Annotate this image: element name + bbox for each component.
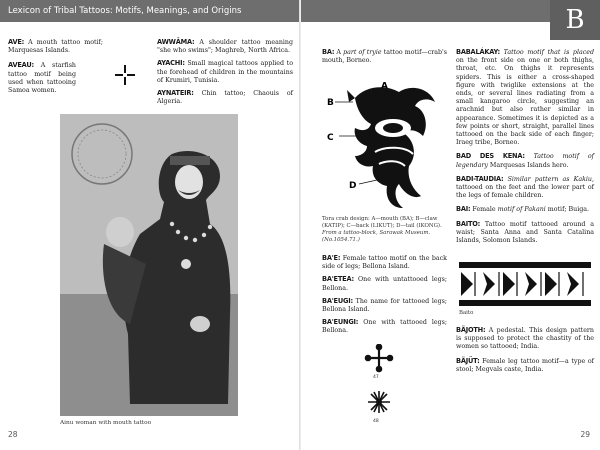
entry-baeungi: BA'EUNGI: One with tattooed legs; Bellona.	[322, 318, 447, 335]
motif-label-48: 48	[373, 419, 379, 424]
page-number-right: 29	[580, 430, 590, 439]
ainu-woman-photo	[60, 114, 238, 416]
right-col-2-lower	[456, 326, 594, 374]
entry-baetea: BA'ETEA: One with untattooed legs; Bellona.	[322, 275, 447, 292]
motif-label-47: 47	[373, 375, 379, 380]
entry-babalakay: BABALÁKAY: Tattoo motif that is placed on the front side on one or both thighs, throat, etc. On thighs it represents spiders. This is either a cross-shaped figure with twiglike extensions at the ends, or several lines radiating from a small kangaroo circle, suggesting an arachnid but also rather similar in appearance. Sometimes it is depicted as a few points or short, straight, parallel lines tattooed on the back side of each finger; Iraeg tribe, Borneo.	[456, 48, 594, 147]
right-col-2	[456, 48, 594, 245]
crab-label-d: D	[349, 181, 357, 191]
entry-awwama: AWWĀMA: A shoulder tattoo meaning "she who swims"; Maghreb, North Africa.	[157, 38, 293, 55]
entry-bajoth: BÄJOTH: A pedestal. This design pattern is supposed to protect the chastity of the women so tattooed; India.	[456, 326, 594, 351]
starfish-motif-icon	[114, 64, 136, 86]
entry-baito: BAITO: Tattoo motif tattooed around a waist; Santa Anna and Santa Catalina Islands, Solomon Islands.	[456, 219, 594, 245]
baito-caption: Baito	[459, 310, 474, 316]
entry-ayachi: AYACHI: Small magical tattoos applied to the forehead of children in the mountains of Krumiri, Tunisia.	[157, 59, 293, 84]
right-col-1-lower	[322, 216, 447, 336]
crab-label-a: A	[381, 81, 388, 92]
entry-ba: BA: A part of tryie tattoo motif—crab's mouth, Borneo.	[322, 48, 447, 65]
photo-caption: Ainu woman with mouth tattoo	[60, 420, 152, 426]
entry-aynateir: AYNATEIR: Chin tattoo; Chaouis of Algeria.	[157, 89, 293, 106]
crab-design-figure	[325, 80, 443, 212]
entry-bai: BAI: Female motif of Pakani motif; Buiga.	[456, 205, 590, 214]
entry-bajut: BÄJÜT: Female leg tattoo motif—a type of stool; Megvals caste, India.	[456, 356, 594, 373]
running-header-left	[0, 0, 299, 22]
right-col-1	[322, 48, 447, 65]
entry-baeugi: BA'EUGI: The name for tattooed legs; Bellona Island.	[322, 296, 447, 314]
book-spine	[299, 0, 301, 450]
entry-badi-taudia: BADI-TAUDIA: Similar pattern as Kakiu, tattooed on the feet and the lower part of the legs of female children.	[456, 174, 594, 200]
left-col-1	[8, 38, 103, 95]
entry-ave: AVE: A mouth tattoo motif; Marquesas Islands.	[8, 38, 103, 55]
book-title: Lexicon of Tribal Tattoos: Motifs, Meanings, and Origins	[8, 6, 242, 16]
radiating-motif-icon	[364, 388, 394, 424]
crab-label-c: C	[327, 133, 334, 143]
entry-bae: BA'E: Female tattoo motif on the back side of legs; Bellona Island.	[322, 254, 447, 271]
cross-motif-icon	[364, 344, 394, 380]
entry-aveau: AVEAU: A starfish tattoo motif being used when tattooing Samoa women.	[8, 61, 76, 95]
entry-bad-des-kena: BAD DES KENA: Tattoo motif of legendary Marquesas Islands hero.	[456, 152, 594, 169]
crab-label-b: B	[327, 98, 334, 108]
section-letter-tab: B	[550, 0, 600, 40]
page-number-left: 28	[8, 430, 18, 439]
crab-caption: Tora crab design: A—mouth (BA); B—claw (KATIP); C—back (LIKUT); D—tail (IKONG). From a tattoo-block, Sarawak Museum. (No.1054.71.)	[322, 216, 442, 243]
left-col-2	[157, 38, 293, 106]
baito-pattern-figure	[459, 262, 591, 306]
